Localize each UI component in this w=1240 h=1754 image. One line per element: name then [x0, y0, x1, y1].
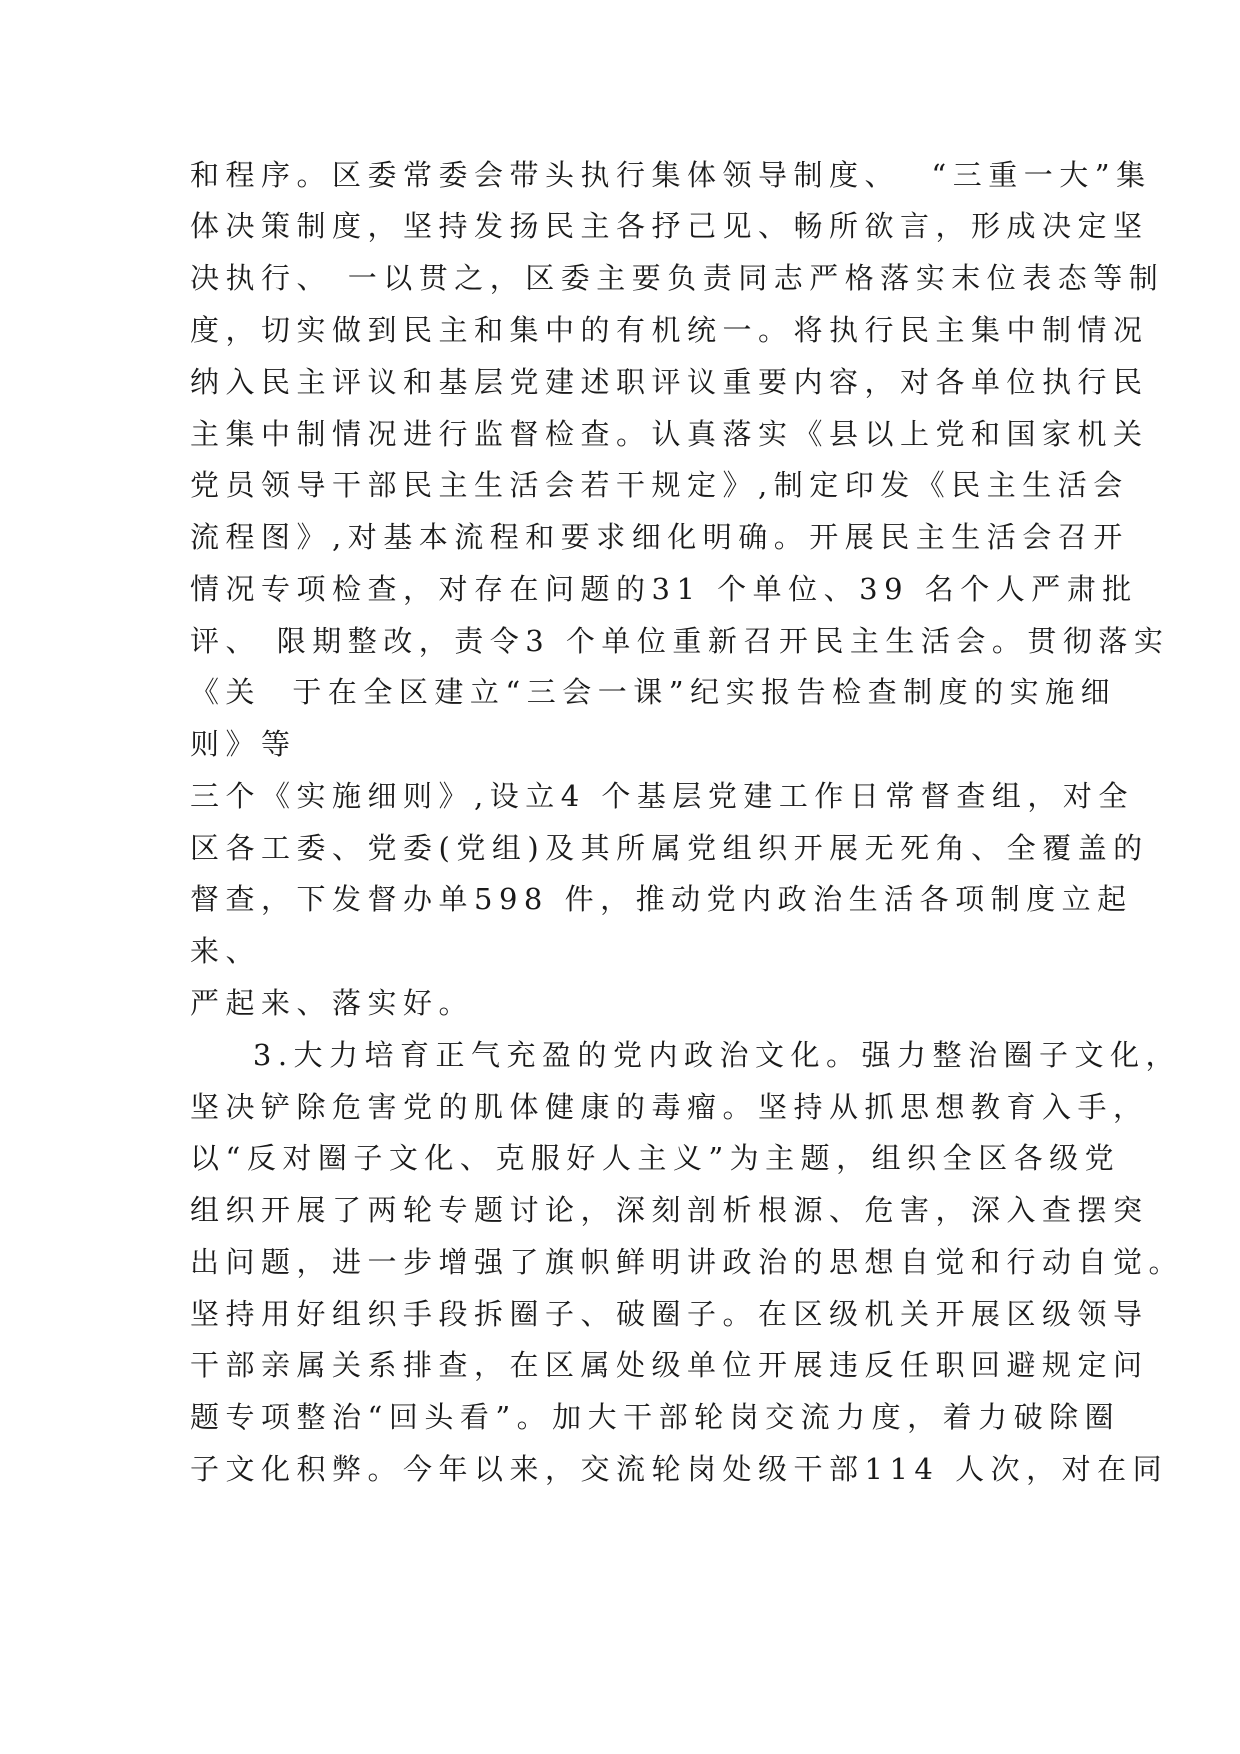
text-line: 三个《实施细则》,设立4 个基层党建工作日常督查组，对全 [190, 779, 1134, 813]
text-line: 主集中制情况进行监督检查。认真落实《县以上党和国家机关 [190, 417, 1149, 451]
text-line: 决执行、 一以贯之，区委主要负责同志严格落实末位表态等制 [190, 261, 1165, 295]
text-line: 坚决铲除危害党的肌体健康的毒瘤。坚持从抓思想教育入手， [190, 1090, 1149, 1124]
text-line: 评、 限期整改，责令3 个单位重新召开民主生活会。贯彻落实 [190, 624, 1170, 658]
text-line: 党员领导干部民主生活会若干规定》,制定印发《民主生活会 [190, 468, 1129, 502]
text-line: 出问题，进一步增强了旗帜鲜明讲政治的思想自觉和行动自觉。 [190, 1245, 1185, 1279]
text-line: 组织开展了两轮专题讨论，深刻剖析根源、危害，深入查摆突 [190, 1193, 1149, 1227]
text-line: 体决策制度，坚持发扬民主各抒己见、畅所欲言，形成决定坚 [190, 209, 1149, 243]
text-line: 和程序。区委常委会带头执行集体领导制度、 “三重一大”集 [190, 158, 1152, 192]
text-line: 严起来、落实好。 [190, 986, 475, 1020]
text-line: 《关 于在全区建立“三会一课”纪实报告检查制度的实施细 [190, 675, 1117, 709]
text-line: 3.大力培育正气充盈的党内政治文化。强力整治圈子文化， [190, 1038, 1182, 1072]
text-line: 度，切实做到民主和集中的有机统一。将执行民主集中制情况 [190, 313, 1149, 347]
text-line: 干部亲属关系排查，在区属处级单位开展违反任职回避规定问 [190, 1348, 1149, 1382]
text-line: 情况专项检查，对存在问题的31 个单位、39 名个人严肃批 [190, 572, 1138, 606]
text-line: 以“反对圈子文化、克服好人主义”为主题，组织全区各级党 [190, 1141, 1121, 1175]
text-line: 督查，下发督办单598 件，推动党内政治生活各项制度立起 [190, 882, 1133, 916]
text-line: 纳入民主评议和基层党建述职评议重要内容，对各单位执行民 [190, 365, 1149, 399]
text-line: 坚持用好组织手段拆圈子、破圈子。在区级机关开展区级领导 [190, 1297, 1149, 1331]
text-line: 区各工委、党委(党组)及其所属党组织开展无死角、全覆盖的 [190, 831, 1149, 865]
text-line: 题专项整治“回头看”。加大干部轮岗交流力度，着力破除圈 [190, 1400, 1121, 1434]
text-line: 流程图》,对基本流程和要求细化明确。开展民主生活会召开 [190, 520, 1129, 554]
text-line: 则》等 [190, 727, 297, 761]
text-line: 子文化积弊。今年以来，交流轮岗处级干部114 人次，对在同 [190, 1452, 1169, 1486]
text-line: 来、 [190, 934, 262, 968]
